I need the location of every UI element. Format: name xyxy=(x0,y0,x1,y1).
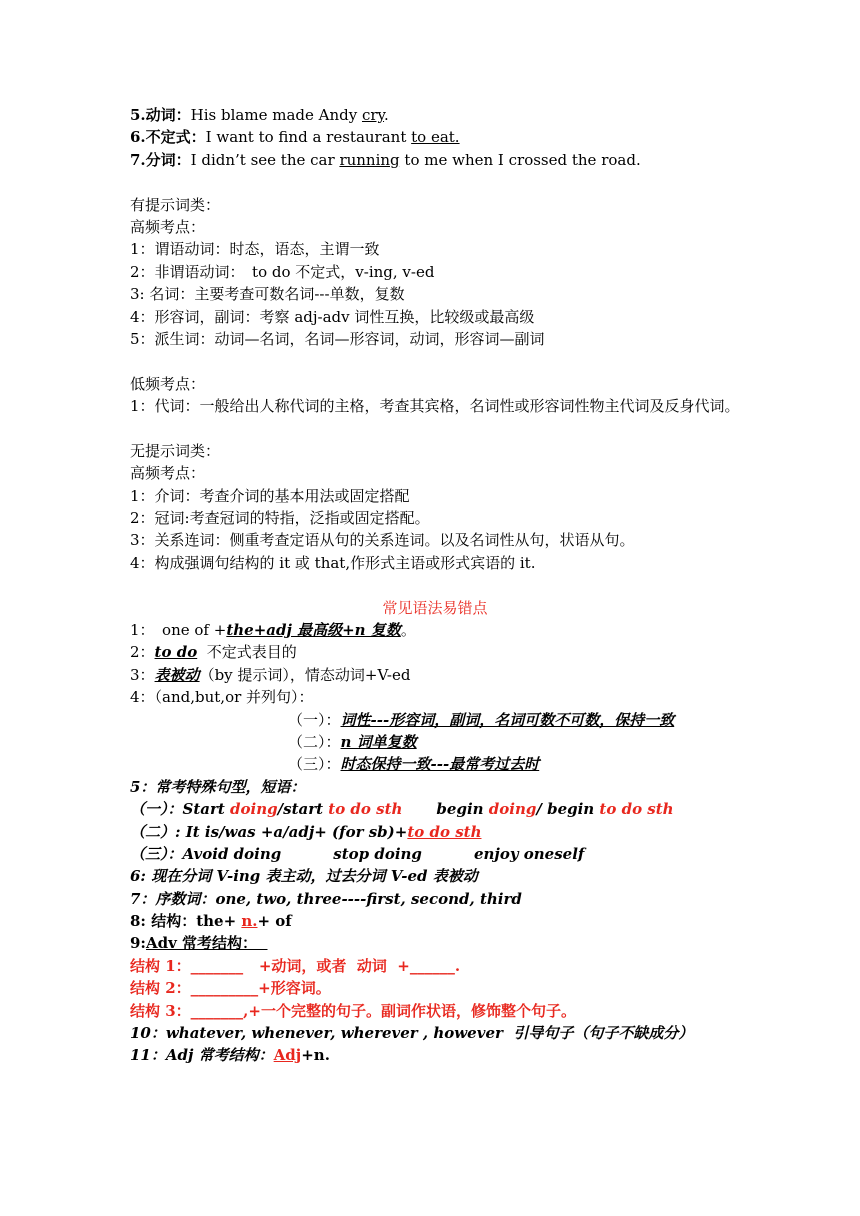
error-item-5a: （一）：Start doing/start to do sth begin doing/ begin to do sth xyxy=(130,800,674,819)
line-verb-example: 5.动词：His blame made Andy cry. xyxy=(130,106,389,124)
line-infinitive-example: 6.不定式：I want to find a restaurant to eat. xyxy=(130,128,460,147)
error-item-2: 2：to do 不定式表目的 xyxy=(130,643,297,662)
error-item-3: 3：表被动（by 提示词），情态动词+V-ed xyxy=(130,665,411,684)
error-item-8: 8: 结构：the+ n.+ of xyxy=(130,912,292,931)
error-item-6: 6: 现在分词 V-ing 表主动，过去分词 V-ed 表被动 xyxy=(130,867,478,886)
nohint-high-frequency-heading: 高频考点： xyxy=(130,464,206,483)
nohint-item: 2：冠词:考查冠词的特指，泛指或固定搭配。 xyxy=(130,509,430,528)
hint-low-frequency-heading: 低频考点： xyxy=(130,374,206,393)
structure-2: 结构 2：_________+形容词。 xyxy=(130,979,331,998)
nohint-item: 1：介词：考查介词的基本用法或固定搭配 xyxy=(130,486,410,505)
nohint-item: 4：构成强调句结构的 it 或 that,作形式主语或形式宾语的 it. xyxy=(130,553,536,572)
hint-high-frequency-heading: 高频考点： xyxy=(130,217,206,236)
line-participle-example: 7.分词：I didn’t see the car running to me when I crossed the road. xyxy=(130,150,641,169)
errors-section-title: 常见语法易错点 xyxy=(382,598,488,617)
structure-1: 结构 1：_______ +动词，或者 动词 +______. xyxy=(130,956,461,975)
document-page xyxy=(130,104,740,1067)
error-item-5: 5：常考特殊句型，短语： xyxy=(130,777,306,796)
nohint-section-title: 无提示词类： xyxy=(130,441,221,460)
error-item-4-sub: （二）：n 词单复数 xyxy=(288,732,417,751)
error-item-4-sub: （三）：时态保持一致---最常考过去时 xyxy=(288,755,540,774)
hint-item: 2：非谓语动词： to do 不定式，v-ing, v-ed xyxy=(130,262,435,281)
error-item-9: 9:Adv 常考结构： xyxy=(130,934,268,953)
error-item-11: 11：Adj 常考结构：Adj+n. xyxy=(130,1046,330,1065)
error-item-7: 7：序数词：one, two, three----first, second, third xyxy=(130,889,522,908)
hint-item: 5：派生词：动词—名词，名词—形容词，动词，形容词—副词 xyxy=(130,329,545,348)
error-item-4: 4：（and,but,or 并列句）： xyxy=(130,688,314,707)
hint-item: 4：形容词，副词：考察 adj-adv 词性互换，比较级或最高级 xyxy=(130,307,535,326)
error-item-5b: （二）: It is/was +a/adj+ (for sb)+to do sth xyxy=(130,822,482,841)
hint-item: 3: 名词：主要考查可数名词---单数，复数 xyxy=(130,285,405,304)
hint-item: 1：谓语动词：时态，语态，主谓一致 xyxy=(130,240,380,259)
hint-section-title: 有提示词类： xyxy=(130,195,221,214)
nohint-item: 3：关系连词：侧重考查定语从句的关系连词。以及名词性从句，状语从句。 xyxy=(130,531,635,550)
structure-3: 结构 3：_______,+一个完整的句子。副词作状语，修饰整个句子。 xyxy=(130,1001,576,1020)
hint-low-item: 1：代词：一般给出人称代词的主格，考查其宾格，名词性或形容词性物主代词及反身代词。 xyxy=(130,397,740,416)
error-item-4-sub: （一）：词性---形容词，副词，名词可数不可数，保持一致 xyxy=(288,710,675,729)
error-item-1: 1： one of +the+adj 最高级+n 复数。 xyxy=(130,621,416,639)
error-item-5c: （三）：Avoid doing stop doing enjoy oneself xyxy=(130,844,585,863)
error-item-10: 10：whatever, whenever, wherever , however 引导句子（句子不缺成分） xyxy=(130,1024,694,1043)
